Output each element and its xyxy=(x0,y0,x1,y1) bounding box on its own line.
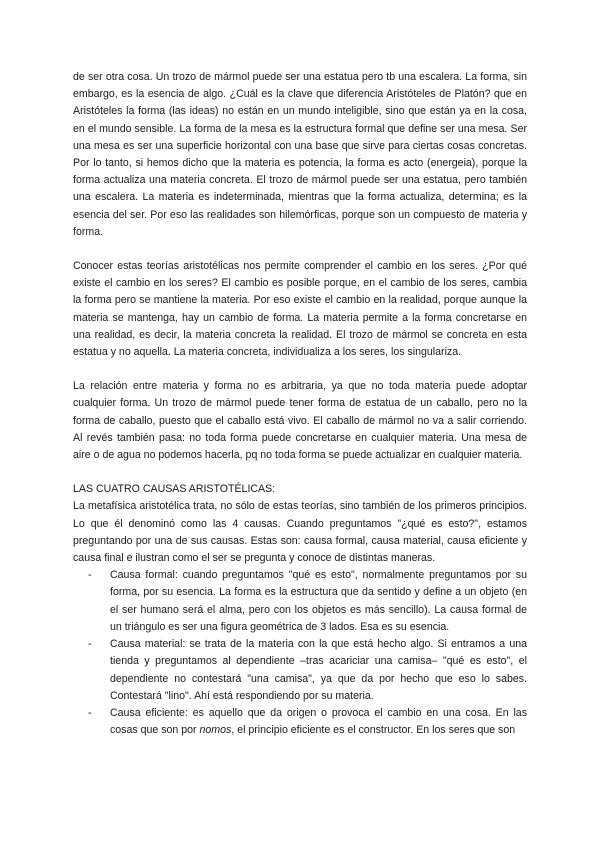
causa-eficiente-text-start: Causa eficiente: es aquello que da origen o provoca el cambio en una cosa. En las cosas que son por xyxy=(110,706,527,737)
causa-eficiente-italic-term: nomos xyxy=(199,724,232,737)
list-item-causa-eficiente xyxy=(73,705,527,739)
list-item-causa-material xyxy=(73,636,527,705)
bullet-dash: - xyxy=(88,638,92,651)
paragraph-gap xyxy=(73,241,527,258)
list-item-causa-formal xyxy=(73,567,527,636)
causes-list xyxy=(73,567,527,739)
paragraph-cuatro-causas: La metafísica aristotélica trata, no sólo de estas teorías, sino también de los primeros principios. Lo que él denominó como las 4 causas. Cuando preguntamos "¿qué es esto?", estamos preguntando por una de sus causas. Estas son: causa formal, causa material, causa eficiente y causa final e ilustran como el ser se pregunta y conoce de distintas maneras. xyxy=(73,500,527,565)
causa-eficiente-text-end: , el principio eficiente es el constructor. En los seres que son xyxy=(231,724,516,737)
paragraph-cambio: Conocer estas teorías aristotélicas nos permite comprender el cambio en los seres. ¿Por qué existe el cambio en los seres? El cambio es posible porque, en el cambio de los seres, cambia la forma pero se mantiene la materia. Por eso existe el cambio en la realidad, porque aunque la materia se mantenga, hay un cambio de forma. La materia permite a la forma concretarse en una realidad, es decir, la materia concreta la realidad. El trozo de mármol se concreta en esta estatua y no aquella. La materia concreta, individualiza a los seres, los singulariza. xyxy=(73,260,527,359)
causa-formal-text: Causa formal: cuando preguntamos "qué es esto", normalmente preguntamos por su forma, por su esencia. La forma es la estructura que da sentido y define a un objeto (en el ser humano será el alma, pero con los objetos es más sencillo). La causa formal de un triángulo es ser una figura geométrica de 3 lados. Esa es su esencia. xyxy=(110,569,527,633)
bullet-dash: - xyxy=(88,569,92,582)
causa-material-text: Causa material: se trata de la materia con la que está hecho algo. Si entramos a una tienda y preguntamos al dependiente –tras acariciar una camisa– "qué es esto", el dependiente no contestará "una camisa", ya que da por hecho que eso lo sabes. Contestará "lino". Ahí está respondiendo por su materia. xyxy=(110,638,527,702)
paragraph-gap xyxy=(73,361,527,378)
section-heading: LAS CUATRO CAUSAS ARISTOTÉLICAS: xyxy=(73,483,276,496)
paragraph-gap xyxy=(73,464,527,481)
paragraph-forma-esencia: de ser otra cosa. Un trozo de mármol puede ser una estatua pero tb una escalera. La forma, sin embargo, es la esencia de algo. ¿Cuál es la clave que diferencia Aristóteles de Platón? que en Aristóteles la forma (las ideas) no están en un mundo inteligible, sino que están ya en la cosa, en el mundo sensible. La forma de la mesa es la estructura formal que define ser una mesa. Ser una mesa es ser una superficie horizontal con una base que sirve para ciertas cosas concretas. Por lo tanto, si hemos dicho que la materia es potencia, la forma es acto (energeia), porque la forma actualiza una materia concreta. El trozo de mármol puede ser una estatua, pero también una escalera. La materia es indeterminada, mientras que la forma actualiza, determina; es la esencia del ser. Por eso las realidades son hilemórficas, porque son un compuesto de materia y forma. xyxy=(73,71,527,238)
bullet-dash: - xyxy=(88,706,92,719)
paragraph-relacion-materia-forma: La relación entre materia y forma no es arbitraria, ya que no toda materia puede adoptar cualquier forma. Un trozo de mármol puede tener forma de estatua de un caballo, pero no la forma de caballo, puesto que el caballo está vivo. El caballo de mármol no va a salir corriendo. Al revés también pasa: no toda forma puede concretarse en cualquier materia. Una mesa de aire o de agua no podemos hacerla, pq no toda forma se puede actualizar en cualquier materia. xyxy=(73,380,527,462)
